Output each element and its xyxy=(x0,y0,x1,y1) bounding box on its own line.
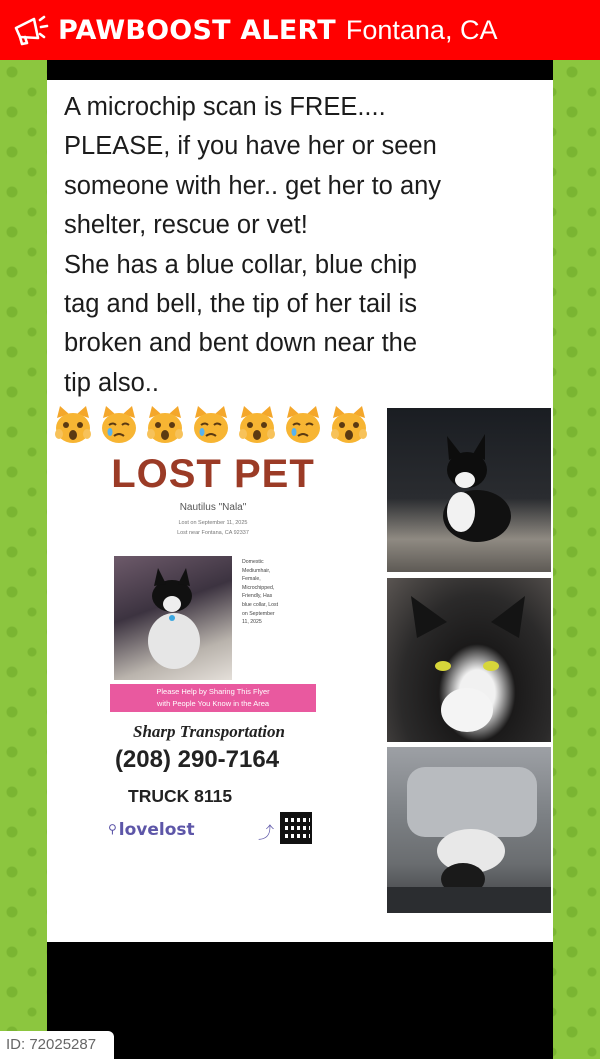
post-line: shelter, rescue or vet! xyxy=(64,211,308,240)
lost-date: Lost on September 11, 2025 xyxy=(178,520,248,526)
flyer-cat-photo xyxy=(114,556,232,680)
post-line: someone with her.. get her to any xyxy=(64,171,442,200)
crying-cat-emoji-row xyxy=(52,404,370,448)
post-line: She has a blue collar, blue chip xyxy=(64,250,417,279)
description-line: Mediumhair, xyxy=(242,567,271,574)
pet-name: Nautilus "Nala" xyxy=(179,502,247,513)
lovelost-logo xyxy=(108,820,195,840)
post-text xyxy=(64,88,544,403)
banner-line: Please Help by Sharing This Flyer xyxy=(156,687,270,696)
description-line: Microchipped, xyxy=(242,584,275,591)
curved-arrow-icon: ⤴ xyxy=(258,825,275,842)
post-line: tip also.. xyxy=(64,368,159,397)
description-line: Friendly, Has xyxy=(242,593,273,600)
truck-number: TRUCK 8115 xyxy=(128,786,233,806)
banner-line: with People You Know in the Area xyxy=(156,699,270,708)
post-line: A microchip scan is FREE.... xyxy=(64,93,386,121)
weary-cat-icon xyxy=(328,404,370,446)
description-line: 11, 2025 xyxy=(242,619,262,626)
weary-cat-icon xyxy=(144,404,186,446)
cat-photo-3 xyxy=(387,747,551,913)
alert-header xyxy=(0,0,600,60)
weary-cat-icon xyxy=(236,404,278,446)
description-line: Domestic xyxy=(242,559,264,565)
crying-cat-icon xyxy=(98,404,140,446)
search-heart-icon: ⚲ xyxy=(108,822,117,836)
listing-id: ID: 72025287 xyxy=(0,1031,114,1059)
lost-location: Lost near Fontana, CA 92337 xyxy=(177,530,249,536)
pet-description xyxy=(242,558,322,627)
description-line: on September xyxy=(242,610,275,617)
weary-cat-icon xyxy=(52,404,94,446)
lovelost-text: lovelost xyxy=(118,820,195,840)
share-banner xyxy=(110,684,316,712)
crying-cat-icon xyxy=(190,404,232,446)
alert-location: Fontana, CA xyxy=(345,14,498,45)
megaphone-icon xyxy=(8,8,52,52)
post-line: PLEASE, if you have her or seen xyxy=(64,132,437,161)
crying-cat-icon xyxy=(282,404,324,446)
cat-photo-1 xyxy=(387,408,551,572)
post-line: broken and bent down near the xyxy=(64,329,418,358)
lost-pet-flyer xyxy=(52,448,384,914)
flyer-title: LOST PET xyxy=(111,452,315,496)
description-line: Female, xyxy=(242,576,261,583)
contact-phone: (208) 290-7164 xyxy=(114,746,280,773)
cat-photo-2 xyxy=(387,578,551,742)
description-line: blue collar, Lost xyxy=(242,601,279,608)
company-name: Sharp Transportation xyxy=(133,722,285,741)
brand-title: PAWBOOST ALERT xyxy=(58,14,336,46)
post-line: tag and bell, the tip of her tail is xyxy=(64,290,417,319)
qr-code xyxy=(280,812,312,844)
